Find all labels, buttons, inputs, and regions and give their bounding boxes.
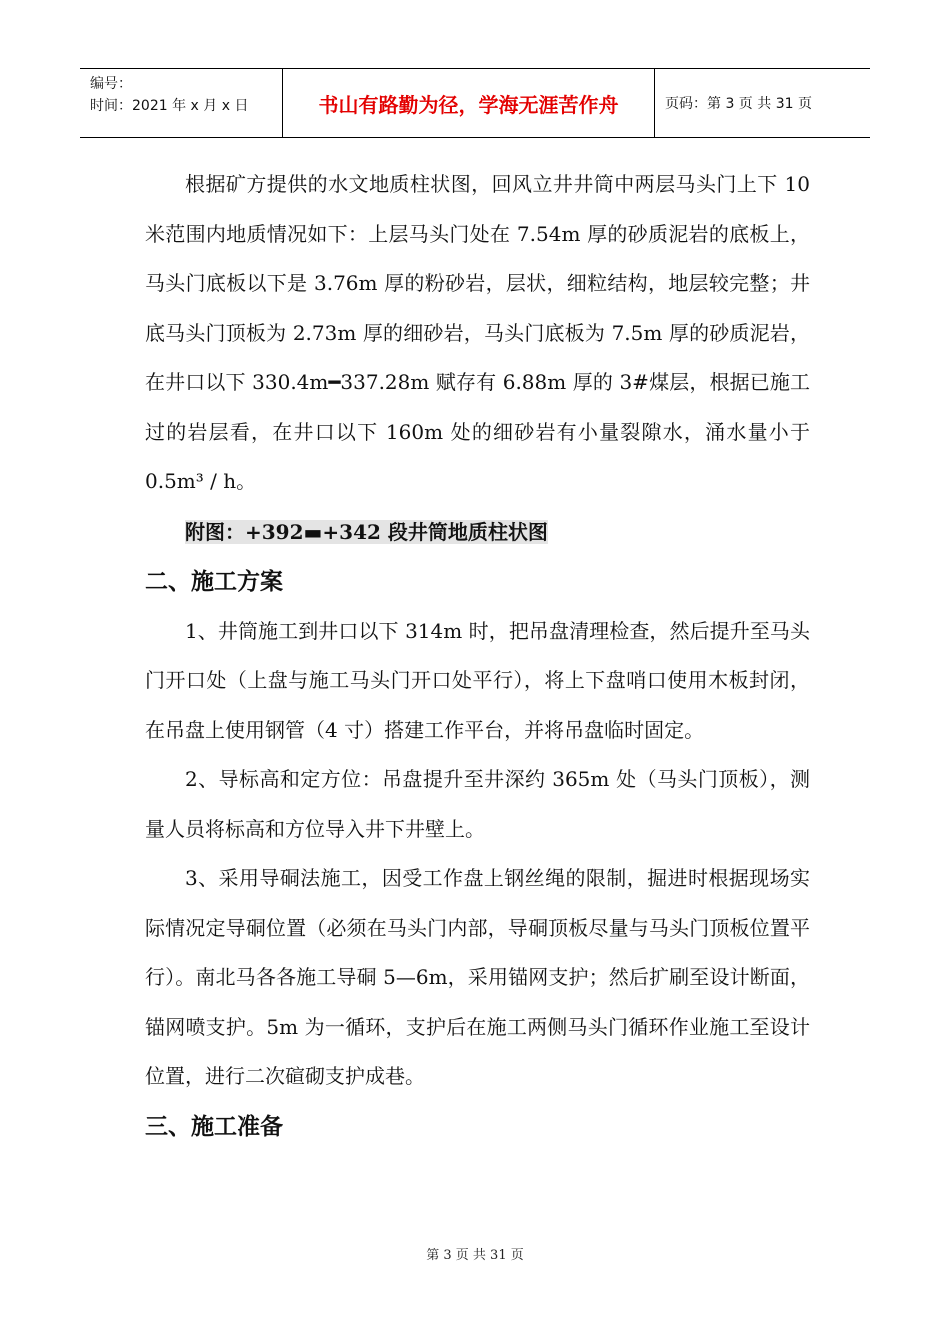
page-footer: 第 3 页 共 31 页 (426, 1248, 524, 1263)
header-page-info: 页码：第 3 页 共 31 页 (665, 96, 812, 112)
figure-caption (145, 507, 810, 557)
section-title-preparation: 三、施工准备 (145, 1113, 283, 1140)
serial-number-label: 编号： (90, 76, 132, 92)
figure-caption-text: 附图：+392▬+342 段井筒地质柱状图 (185, 519, 548, 544)
header-meta (80, 69, 282, 137)
geology-paragraph: 根据矿方提供的水文地质柱状图，回风立井井筒中两层马头门上下 10 米范围内地质情况如下：上层马头门处在 7.54m 厚的砂质泥岩的底板上，马头门底板以下是 3.76m 厚的粉砂岩，层状，细粒结构，地层较完整；井底马头门顶板为 2.73m 厚的细砂岩，马头门底板为 7.5m 厚的砂质泥岩，在井口以下 330.4m━337.28m 赋存有 6.88m 厚的 3#煤层，根据已施工过的岩层看，在井口以下 160m 处的细砂岩有小量裂隙水，涌水量小于 0.5m³ / h。 (145, 172, 810, 493)
plan-item-3: 3、采用导硐法施工，因受工作盘上钢丝绳的限制，掘进时根据现场实际情况定导硐位置（必须在马头门内部，导硐顶板尽量与马头门顶板位置平行）。南北马各各施工导硐 5—6m，采用锚网支护；然后扩刷至设计断面，锚网喷支护。5m 为一循环，支护后在施工两侧马头门循环作业施工至设计位置，进行二次碹砌支护成巷。 (145, 866, 810, 1088)
page-header (80, 68, 870, 138)
document-body (145, 160, 810, 1152)
plan-item-1: 1、井筒施工到井口以下 314m 时，把吊盘清理检查，然后提升至马头门开口处（上盘与施工马头门开口处平行），将上下盘哨口使用木板封闭，在吊盘上使用钢管（4 寸）搭建工作平台，并将吊盘临时固定。 (145, 618, 810, 742)
section-title-construction-plan: 二、施工方案 (145, 568, 283, 595)
plan-item-2: 2、导标高和定方位：吊盘提升至井深约 365m 处（马头门顶板），测量人员将标高和方位导入井下井壁上。 (145, 767, 810, 841)
header-motto: 书山有路勤为径，学海无涯苦作舟 (282, 69, 655, 137)
date-label: 时间：2021 年 x 月 x 日 (90, 98, 249, 114)
